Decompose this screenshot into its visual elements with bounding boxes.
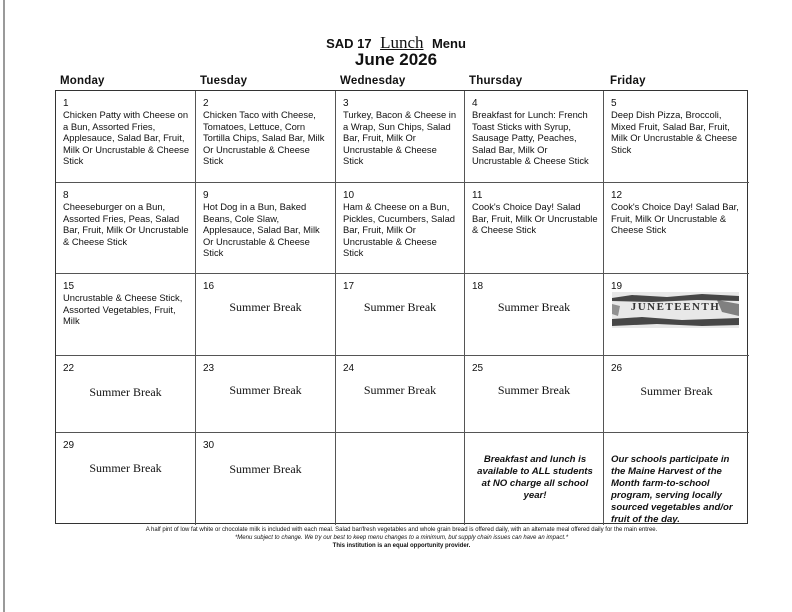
day-number: 12 <box>611 190 623 201</box>
day-number: 3 <box>343 98 349 109</box>
juneteenth-banner <box>612 292 739 328</box>
day-cell <box>604 183 749 274</box>
summer-break-label: Summer Break <box>229 300 302 314</box>
day-number: 10 <box>343 190 355 201</box>
footer-change-note: *Menu subject to change. We try our best to keep menu changes to a minimum, but supply chain issues can have an impact.* <box>234 535 569 541</box>
day-menu: Uncrustable & Cheese Stick, Assorted Vegetables, Fruit, Milk <box>63 292 183 326</box>
day-number: 25 <box>472 363 484 374</box>
day-number: 8 <box>63 190 69 201</box>
day-number: 30 <box>203 440 215 451</box>
day-cell <box>196 356 336 433</box>
day-number: 19 <box>611 281 623 292</box>
footer-equal-opportunity: This institution is an equal opportunity provider. <box>332 543 471 549</box>
harvest-of-the-month-note: Our schools participate in the Maine Harvest of the Month farm-to-school program, serving locally sourced vegetables and/or fruit of the day. <box>611 454 733 525</box>
calendar-grid <box>55 90 748 524</box>
summer-break-label: Summer Break <box>363 300 437 314</box>
weekday-header-row <box>55 75 748 89</box>
district-name: SAD 17 <box>326 36 372 51</box>
day-cell <box>56 91 196 183</box>
day-cell <box>336 274 465 356</box>
day-number: 5 <box>611 98 617 109</box>
day-cell <box>56 183 196 274</box>
day-menu: Cook's Choice Day! Salad Bar, Fruit, Milk Or Uncrustable & Cheese Stick <box>611 201 739 235</box>
day-cell <box>196 433 336 525</box>
day-menu: Ham & Cheese on a Bun, Pickles, Cucumbers, Salad Bar, Fruit, Milk Or Uncrustable & Cheese Stick <box>343 201 456 258</box>
day-number: 11 <box>472 190 483 201</box>
day-menu: Breakfast for Lunch: French Toast Sticks with Syrup, Sausage Patty, Peaches, Salad Bar, Milk Or Uncrustable & Cheese Stick <box>472 109 589 166</box>
day-menu: Cheeseburger on a Bun, Assorted Fries, Peas, Salad Bar, Fruit, Milk Or Uncrustable & Cheese Stick <box>63 201 189 247</box>
footer-milk-note: A half pint of low fat white or chocolate milk is included with each meal. Salad bar/fresh vegetables and whole grain bread is offered daily, with an alternate meal offered daily for the main entree. <box>145 527 658 533</box>
day-cell <box>56 356 196 433</box>
weekday-tuesday: Tuesday <box>200 75 248 87</box>
weekday-thursday: Thursday <box>469 75 523 87</box>
day-number: 9 <box>203 190 209 201</box>
day-cell <box>336 183 465 274</box>
day-number: 26 <box>611 363 623 374</box>
page-title: June 2026 <box>354 50 438 69</box>
day-cell <box>465 91 604 183</box>
day-number: 24 <box>343 363 355 374</box>
summer-break-label: Summer Break <box>640 384 713 398</box>
weekday-monday: Monday <box>60 75 105 87</box>
day-number: 23 <box>203 363 215 374</box>
day-number: 4 <box>472 98 478 109</box>
day-cell <box>56 433 196 525</box>
day-number: 1 <box>63 98 69 109</box>
day-cell <box>196 274 336 356</box>
page-edge-rule <box>3 0 5 612</box>
summer-break-label: Summer Break <box>89 461 162 475</box>
day-cell <box>196 91 336 183</box>
free-meals-note-cell <box>465 433 604 525</box>
day-cell <box>336 91 465 183</box>
summer-break-label: Summer Break <box>229 383 302 397</box>
day-number: 22 <box>63 363 75 374</box>
day-menu: Turkey, Bacon & Cheese in a Wrap, Sun Chips, Salad Bar, Fruit, Milk Or Uncrustable & Cheese Stick <box>343 109 457 166</box>
weekday-friday: Friday <box>610 75 646 87</box>
harvest-note-cell <box>604 433 749 525</box>
day-number: 17 <box>343 281 355 292</box>
day-cell <box>604 91 749 183</box>
day-cell-empty <box>336 433 465 525</box>
summer-break-label: Summer Break <box>89 385 162 399</box>
day-number: 15 <box>63 281 75 292</box>
day-cell <box>56 274 196 356</box>
juneteenth-text: JUNETEENTH <box>630 301 721 313</box>
menu-word: Menu <box>431 36 466 51</box>
lunch-word: Lunch <box>380 33 424 52</box>
day-menu: Hot Dog in a Bun, Baked Beans, Cole Slaw, Applesauce, Salad Bar, Milk Or Uncrustable & Cheese Stick <box>203 201 320 258</box>
day-menu: Cook's Choice Day! Salad Bar, Fruit, Milk Or Uncrustable & Cheese Stick <box>472 201 598 235</box>
weekday-wednesday: Wednesday <box>340 75 406 87</box>
day-number: 16 <box>203 281 215 292</box>
day-cell <box>336 356 465 433</box>
day-cell <box>196 183 336 274</box>
day-cell <box>465 183 604 274</box>
day-cell <box>465 274 604 356</box>
day-number: 2 <box>203 98 209 109</box>
day-menu: Chicken Taco with Cheese, Tomatoes, Lettuce, Corn Tortilla Chips, Salad Bar, Milk Or Uncrustable & Cheese Stick <box>203 109 325 166</box>
day-cell <box>465 356 604 433</box>
summer-break-label: Summer Break <box>497 300 571 314</box>
summer-break-label: Summer Break <box>497 383 571 397</box>
day-cell <box>604 356 749 433</box>
day-menu: Deep Dish Pizza, Broccoli, Mixed Fruit, Salad Bar, Fruit, Milk Or Uncrustable & Cheese Stick <box>611 109 738 155</box>
summer-break-label: Summer Break <box>363 383 437 397</box>
free-meals-note: Breakfast and lunch is available to ALL students at NO charge all school year! <box>477 454 593 501</box>
day-number: 18 <box>472 281 484 292</box>
summer-break-label: Summer Break <box>229 462 302 476</box>
day-menu: Chicken Patty with Cheese on a Bun, Assorted Fries, Applesauce, Salad Bar, Fruit, Milk Or Uncrustable & Cheese Stick <box>63 109 190 166</box>
day-cell <box>604 274 749 356</box>
day-number: 29 <box>63 440 75 451</box>
